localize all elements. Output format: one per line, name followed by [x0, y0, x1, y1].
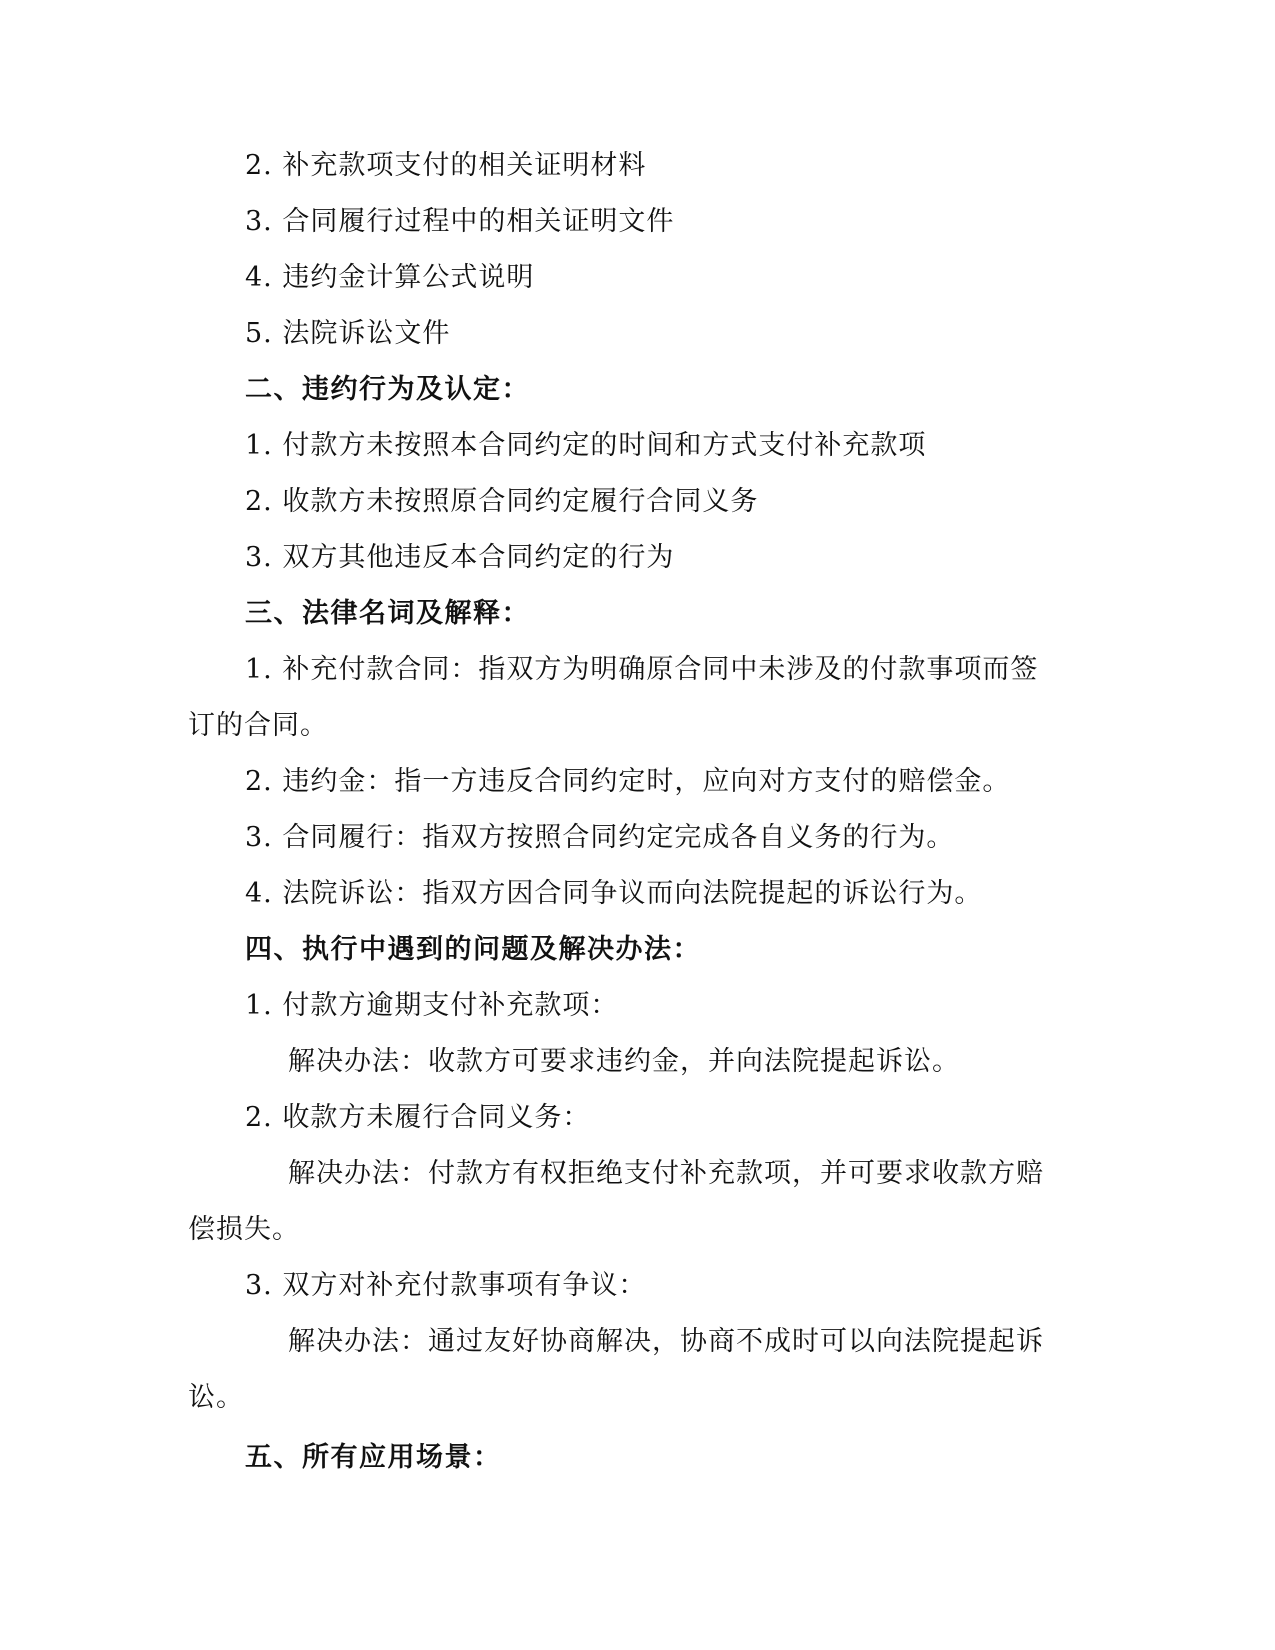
solution-item-3-line1: 解决办法：通过友好协商解决，协商不成时可以向法院提起诉	[288, 1326, 1044, 1357]
breach-item-1: 1. 付款方未按照本合同约定的时间和方式支付补充款项	[245, 430, 927, 461]
solution-item-2-line2: 偿损失。	[188, 1214, 300, 1245]
term-item-3: 3. 合同履行：指双方按照合同约定完成各自义务的行为。	[245, 822, 955, 853]
solution-item-2-line1: 解决办法：付款方有权拒绝支付补充款项，并可要求收款方赔	[288, 1158, 1044, 1189]
attachment-item-5: 5. 法院诉讼文件	[245, 318, 451, 349]
section-heading-4: 四、执行中遇到的问题及解决办法：	[245, 934, 701, 965]
breach-item-2: 2. 收款方未按照原合同约定履行合同义务	[245, 486, 759, 517]
solution-item-1: 解决办法：收款方可要求违约金，并向法院提起诉讼。	[288, 1046, 960, 1077]
attachment-item-3: 3. 合同履行过程中的相关证明文件	[245, 206, 675, 237]
attachment-item-2: 2. 补充款项支付的相关证明材料	[245, 150, 647, 181]
solution-item-3-line2: 讼。	[188, 1382, 244, 1413]
term-item-1-line2: 订的合同。	[188, 710, 328, 741]
problem-item-2: 2. 收款方未履行合同义务：	[245, 1102, 591, 1133]
problem-item-1: 1. 付款方逾期支付补充款项：	[245, 990, 619, 1021]
attachment-item-4: 4. 违约金计算公式说明	[245, 262, 535, 293]
section-heading-2: 二、违约行为及认定：	[245, 374, 530, 405]
breach-item-3: 3. 双方其他违反本合同约定的行为	[245, 542, 675, 573]
section-heading-3: 三、法律名词及解释：	[245, 598, 530, 629]
term-item-2: 2. 违约金：指一方违反合同约定时，应向对方支付的赔偿金。	[245, 766, 1011, 797]
section-heading-5: 五、所有应用场景：	[245, 1442, 502, 1473]
problem-item-3: 3. 双方对补充付款事项有争议：	[245, 1270, 647, 1301]
term-item-4: 4. 法院诉讼：指双方因合同争议而向法院提起的诉讼行为。	[245, 878, 983, 909]
term-item-1-line1: 1. 补充付款合同：指双方为明确原合同中未涉及的付款事项而签	[245, 654, 1039, 685]
